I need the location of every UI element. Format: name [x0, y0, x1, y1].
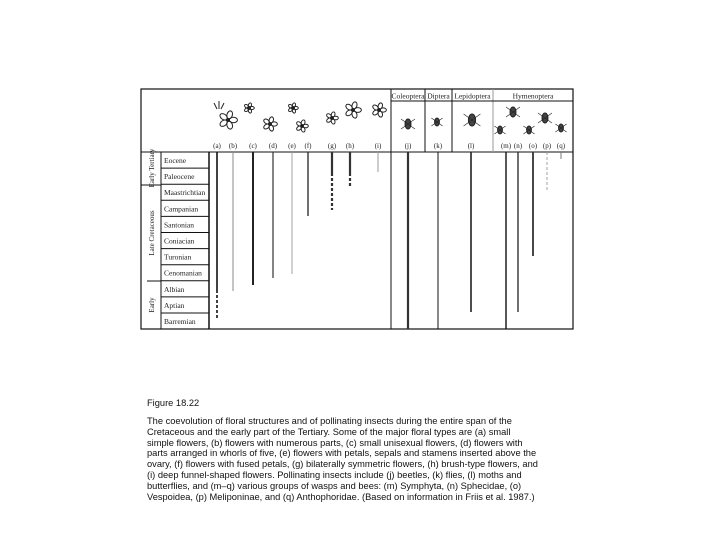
stage-label: Cenomanian — [164, 268, 202, 278]
insect-illustration-icon — [555, 124, 566, 132]
caption-line: simple flowers, (b) flowers with numerous parts, (c) small unisexual flowers, (d) flowers with — [147, 437, 523, 448]
small-flower-icon — [214, 101, 224, 109]
caption-line: Vespoidea, (p) Meliponinae, and (q) Anthophoridae. (Based on information in Friis et al. 1987.) — [147, 491, 535, 502]
stage-label: Maastrichtian — [164, 188, 206, 198]
stage-label: Aptian — [164, 300, 185, 310]
caption-line: The coevolution of floral structures and of pollinating insects during the entire span of the — [147, 416, 512, 426]
caption-line: parts arranged in whorls of five, (e) flowers with petals, sepals and stamens inserted above the — [147, 448, 537, 459]
flower-illustration-icon — [326, 111, 338, 124]
group-header-lepidoptera: Lepidoptera — [454, 91, 491, 101]
stage-label: Paleocene — [164, 172, 195, 182]
stage-label: Barremian — [164, 317, 196, 326]
caption-line: (i) deep funnel-shaped flowers. Pollinating insects include (j) beetles, (k) flies, (l) moths and — [147, 469, 522, 480]
taxon-label: (d) — [268, 142, 278, 150]
flower-illustration-icon — [296, 119, 308, 132]
group-header-coleoptera: Coleoptera — [391, 91, 425, 101]
taxon-label: (b) — [228, 142, 238, 150]
caption-title: Figure 18.22 — [147, 398, 200, 408]
era-label: Early Tertiary — [148, 148, 156, 188]
flower-illustration-icon — [345, 101, 362, 118]
flower-illustration-icon — [263, 116, 278, 131]
era-label: Early — [148, 297, 156, 313]
taxon-label: (l) — [467, 142, 475, 150]
stage-label: Campanian — [164, 204, 199, 214]
taxon-label: (g) — [327, 142, 337, 150]
taxon-label: (n) — [513, 142, 523, 150]
figure-caption — [147, 398, 587, 502]
flower-illustration-icon — [288, 103, 298, 114]
era-label: Late Cretaceous — [148, 210, 156, 256]
taxon-label: (o) — [528, 142, 538, 150]
flower-illustration-icon — [244, 103, 254, 114]
group-header-hymenoptera: Hymenoptera — [512, 91, 554, 101]
caption-line: ovary, (f) flowers with fused petals, (g) bilaterally symmetric flowers, (h) brush-type flowers, and — [147, 459, 538, 470]
taxon-label: (j) — [404, 142, 412, 150]
insect-illustration-icon — [494, 126, 505, 134]
taxon-label: (f) — [304, 142, 312, 150]
caption-line: Cretaceous and the early part of the Tertiary. Some of the major floral types are (a) small — [147, 426, 511, 437]
caption-line: butterflies, and (m–q) various groups of wasps and bees: (m) Symphyta, (n) Sphecidae, (o) — [147, 480, 522, 491]
taxon-label: (k) — [433, 142, 443, 150]
taxon-label: (m) — [500, 142, 512, 150]
taxon-label: (q) — [556, 142, 566, 150]
flower-illustration-icon — [219, 110, 238, 130]
insect-illustration-icon — [464, 114, 481, 126]
stage-label: Albian — [164, 284, 185, 294]
taxon-label: (h) — [345, 142, 355, 150]
insect-illustration-icon — [401, 119, 415, 129]
taxon-label: (c) — [249, 142, 257, 150]
flower-illustration-icon — [372, 102, 387, 117]
taxon-label: (e) — [288, 142, 296, 150]
stage-label: Eocene — [164, 156, 187, 165]
insect-illustration-icon — [523, 126, 534, 134]
stage-label: Santonian — [164, 220, 194, 230]
insect-illustration-icon — [431, 118, 442, 126]
insect-illustration-icon — [506, 107, 520, 117]
stage-label: Turonian — [164, 252, 192, 262]
insect-illustration-icon — [538, 113, 552, 123]
taxon-label: (p) — [542, 142, 552, 150]
group-header-diptera: Diptera — [427, 91, 450, 101]
taxon-label: (a) — [213, 142, 221, 150]
taxon-label: (i) — [374, 142, 382, 150]
stage-label: Coniacian — [164, 236, 195, 246]
